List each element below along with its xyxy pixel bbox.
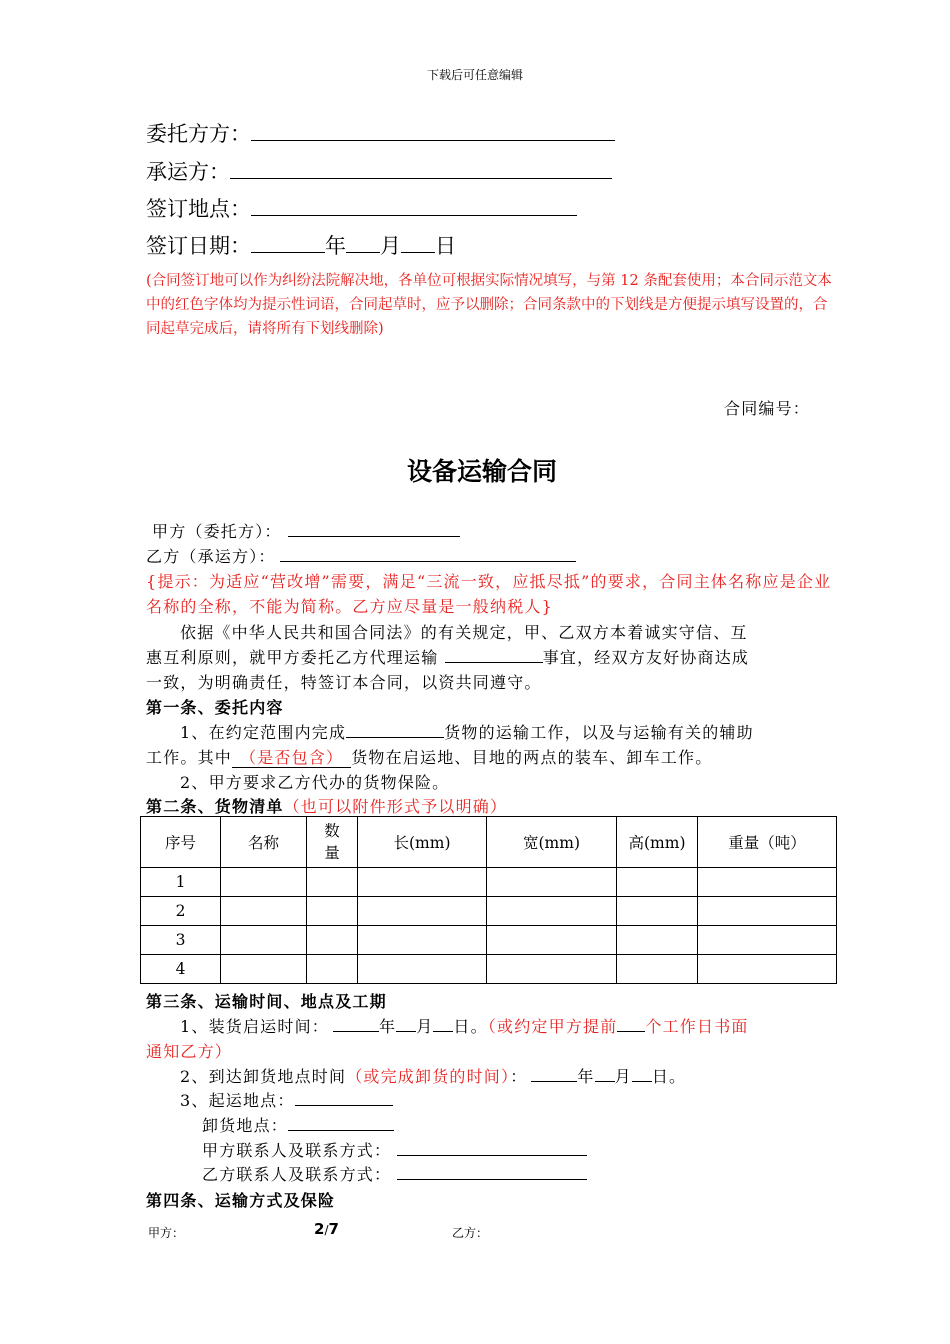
arrive-month-blank[interactable]: [595, 1064, 615, 1082]
preamble-line-1: 依据《中华人民共和国合同法》的有关规定，甲、乙双方本着诚实守信、互: [180, 623, 748, 642]
page-sep: /: [324, 1223, 329, 1237]
col-header: [307, 817, 358, 868]
table-header-row: [141, 817, 837, 868]
party-a-label: 甲方（委托方）：: [152, 522, 282, 541]
carrier-line: [146, 156, 612, 186]
table-row: [141, 955, 837, 984]
load-year-blank[interactable]: [333, 1014, 379, 1032]
table-cell[interactable]: [221, 955, 307, 984]
arrive-day-blank[interactable]: [632, 1064, 652, 1082]
art3-heading: 第三条、运输时间、地点及工期: [146, 992, 387, 1011]
header-note: 下载后可任意编辑: [426, 68, 523, 82]
art1-item1-cont: [146, 745, 712, 768]
party-b-label: 乙方（承运方）：: [146, 547, 276, 566]
goods-type-blank[interactable]: [445, 645, 543, 663]
instruction-note: (合同签订地可以作为纠纷法院解决地，各单位可根据实际情况填写，与第 12 条配套使用；本合同示范文本中的红色字体均为提示性词语，合同起草时，应予以删除；合同条款中的下划线是方便提示填写设置的，合同起草完成后，请将所有下划线删除): [146, 273, 832, 337]
table-cell[interactable]: [307, 955, 358, 984]
place-blank[interactable]: [251, 193, 577, 216]
month-blank[interactable]: [346, 230, 380, 253]
carrier-label: 承运方：: [146, 160, 230, 185]
art1-item1: [180, 720, 754, 743]
preamble-line-3: 一致，为明确责任，特签订本合同，以资共同遵守。: [146, 673, 542, 692]
table-cell[interactable]: [487, 897, 617, 926]
art2-heading: 第二条、货物清单: [146, 797, 284, 816]
year-label: 年: [325, 234, 346, 259]
table-cell[interactable]: [221, 926, 307, 955]
col-header-text: 数量: [324, 822, 340, 862]
art1-item1c: 工作。其中: [146, 748, 233, 767]
art1-include-blank[interactable]: （是否包含）: [232, 748, 351, 768]
col-header: 宽(mm): [487, 817, 617, 868]
col-header: 高(mm): [617, 817, 698, 868]
table-cell[interactable]: [358, 926, 487, 955]
table-cell[interactable]: [307, 926, 358, 955]
col-header: 长(mm): [358, 817, 487, 868]
table-cell[interactable]: [221, 868, 307, 897]
place-line: [146, 193, 577, 223]
arrive-day-label: 日。: [651, 1067, 687, 1086]
day-label: 日: [435, 234, 456, 259]
table-cell[interactable]: [617, 897, 698, 926]
col-header: 序号: [141, 817, 221, 868]
unload-line: [202, 1113, 394, 1136]
art2-heading-note: （也可以附件形式予以明确）: [283, 797, 508, 816]
contract-no-label: 合同编号：: [724, 399, 811, 418]
client-label: 委托方方：: [146, 122, 251, 147]
table-row: [141, 897, 837, 926]
contact-b-line: [202, 1162, 587, 1185]
page-current: 2: [314, 1220, 325, 1238]
table-cell[interactable]: [698, 926, 837, 955]
art3-item2-note: （或完成卸货的时间）: [346, 1067, 511, 1086]
client-blank[interactable]: [251, 118, 615, 141]
art3-item3-label: 3、起运地点：: [180, 1091, 295, 1110]
party-b-line: [146, 544, 576, 567]
table-cell[interactable]: [698, 868, 837, 897]
page-title: 设备运输合同: [406, 457, 557, 486]
table-cell[interactable]: [358, 955, 487, 984]
table-cell[interactable]: [307, 868, 358, 897]
row-index: 3: [141, 926, 221, 955]
date-line: [146, 230, 456, 260]
table-cell[interactable]: [358, 897, 487, 926]
date-label: 签订日期：: [146, 234, 251, 259]
art3-item1: [180, 1014, 749, 1037]
year-blank[interactable]: [251, 230, 325, 253]
row-index: 2: [141, 897, 221, 926]
art3-item2b: ：: [510, 1067, 528, 1086]
table-cell[interactable]: [698, 955, 837, 984]
table-cell[interactable]: [487, 868, 617, 897]
art1-item2: 2、甲方要求乙方代办的货物保险。: [180, 773, 450, 792]
table-cell[interactable]: [307, 897, 358, 926]
contact-a-blank[interactable]: [397, 1138, 587, 1156]
row-index: 4: [141, 955, 221, 984]
table-cell[interactable]: [487, 926, 617, 955]
load-day-blank[interactable]: [433, 1014, 453, 1032]
table-cell[interactable]: [358, 868, 487, 897]
contact-a-line: [202, 1138, 587, 1161]
unload-blank[interactable]: [288, 1113, 394, 1131]
table-row: [141, 868, 837, 897]
footer-party-b: 乙方：: [452, 1226, 489, 1240]
arrive-year-blank[interactable]: [531, 1064, 577, 1082]
art3-item1a: 1、装货启运时间：: [180, 1017, 329, 1036]
table-cell[interactable]: [487, 955, 617, 984]
unload-label: 卸货地点：: [202, 1116, 289, 1135]
client-line: [146, 118, 615, 148]
table-cell[interactable]: [221, 897, 307, 926]
table-cell[interactable]: [698, 897, 837, 926]
art1-item1e: 货物在启运地、目地的两点的装车、卸车工作。: [351, 748, 713, 767]
art1-item1a: 1、在约定范围内完成: [180, 723, 347, 742]
table-cell[interactable]: [617, 868, 698, 897]
notice-days-blank[interactable]: [617, 1014, 645, 1032]
load-day-label: 日。: [453, 1017, 488, 1036]
party-b-blank[interactable]: [280, 544, 576, 562]
row-index: 1: [141, 868, 221, 897]
col-header: 名称: [221, 817, 307, 868]
tip-note: {提示：为适应“营改增”需要，满足“三流一致，应抵尽抵”的要求，合同主体名称应是企业名称的全称，不能为简称。乙方应尽量是一般纳税人}: [146, 572, 832, 616]
preamble-line-2: [146, 645, 749, 668]
preamble-2b: 事宜，经双方友好协商达成: [542, 648, 750, 667]
table-cell[interactable]: [617, 926, 698, 955]
art3-item2: [180, 1064, 686, 1087]
preamble-2a: 惠互利原则，就甲方委托乙方代理运输: [146, 648, 439, 667]
load-month-blank[interactable]: [396, 1014, 416, 1032]
arrive-month-label: 月: [614, 1067, 632, 1086]
load-month-label: 月: [416, 1017, 434, 1036]
page-total: 7: [328, 1220, 339, 1238]
art3-note-b: 个工作日书面: [645, 1017, 749, 1036]
table-cell[interactable]: [617, 955, 698, 984]
art1-item1b: 货物的运输工作，以及与运输有关的辅助: [444, 723, 754, 742]
page-number: [314, 1220, 339, 1238]
party-a-blank[interactable]: [288, 519, 460, 537]
table-row: [141, 926, 837, 955]
art1-heading: 第一条、委托内容: [146, 698, 284, 717]
arrive-year-label: 年: [577, 1067, 595, 1086]
month-label: 月: [380, 234, 401, 259]
carrier-blank[interactable]: [230, 156, 612, 179]
art3-item3: [180, 1088, 393, 1111]
footer-party-a: 甲方：: [148, 1226, 185, 1240]
party-a-line: [152, 519, 460, 542]
contact-a-label: 甲方联系人及联系方式：: [202, 1141, 392, 1160]
contact-b-label: 乙方联系人及联系方式：: [202, 1165, 392, 1184]
contact-b-blank[interactable]: [397, 1162, 587, 1180]
goods-table: [140, 816, 837, 984]
art3-item2a: 2、到达卸货地点时间: [180, 1067, 347, 1086]
col-header: 重量（吨）: [698, 817, 837, 868]
place-label: 签订地点：: [146, 197, 251, 222]
art2-heading-line: [146, 794, 507, 817]
origin-blank[interactable]: [295, 1088, 393, 1106]
art4-heading: 第四条、运输方式及保险: [146, 1191, 336, 1210]
load-year-label: 年: [378, 1017, 397, 1036]
art1-scope-blank[interactable]: [346, 720, 444, 738]
art3-note-a: （或约定甲方提前: [487, 1017, 618, 1036]
art3-note-c: 通知乙方）: [146, 1042, 233, 1061]
day-blank[interactable]: [401, 230, 435, 253]
